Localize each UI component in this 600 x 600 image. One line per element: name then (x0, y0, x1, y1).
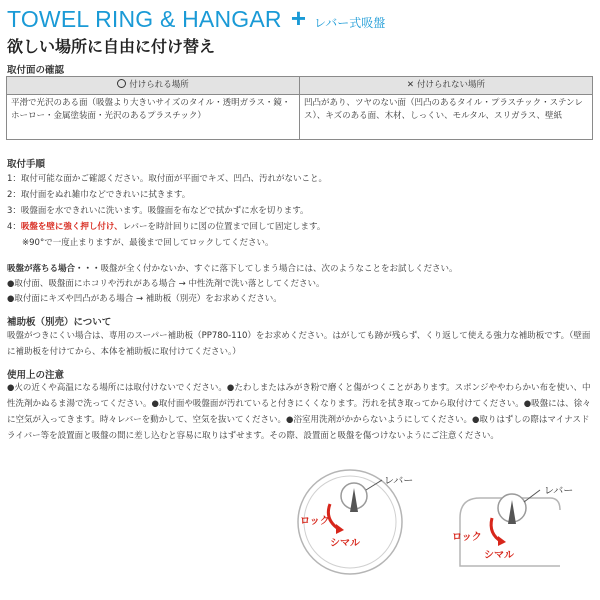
ok-header: 付けられる場所 (129, 80, 189, 90)
hanger-arrow-head-icon (498, 536, 506, 546)
circle-ok-icon (117, 79, 126, 88)
procedure-step-1: 1：取付可能な面かご確認ください。取付面が平面でキズ、凹凸、汚れがないこと。 (7, 174, 327, 184)
suction-item-1: ●取付面、吸盤面にホコリや汚れがある場合 → 中性洗剤で洗い落としてください。 (7, 279, 325, 289)
procedure-step-3: 3：吸盤面を水できれいに洗います。吸盤面を布などで拭かずに水を切ります。 (7, 206, 309, 216)
procedure-step-4-text: レバーを時計回りに図の位置まで回して固定します。 (122, 222, 326, 232)
procedure-note: ※90°で一度止まりますが、最後まで回してロックしてください。 (22, 238, 274, 248)
ring-tighten-label: シマル (330, 538, 360, 549)
suction-lead: 吸盤が落ちる場合・・・ (7, 264, 101, 274)
plus-icon: + (290, 3, 307, 33)
cautions-text: ●火の近くや高温になる場所には取付けないでください。●たわしまたはみがき粉で磨くと傷がつくことがあります。スポンジややわらかい布を使い、中性洗剤かぬるま湯で洗ってください。●取付面や吸盤面が汚れていると付きにくくなります。汚れを拭き取ってから取付けてください。●吸盤には、徐々に空気が入ってきます。時々レバーを動かして、空気を抜いてください。●浴室用洗剤がかからないようにしてください。●取りはずしの際はマイナスドライバー等を設置面と吸盤の間に差し込むと容易に取りはずせます。その際、設置面と吸盤を傷つけないようにご注意ください。 (7, 383, 591, 441)
aux-board-text: 吸盤がつきにくい場合は、専用のスーパー補助板（PP780-110）をお求めください。はがしても跡が残らず、くり返して使える強力な補助板です。（壁面に補助板を付けてから、本体を補助板に取付けてください。） (7, 331, 591, 357)
procedure-step-4-prefix: 4： (7, 222, 21, 232)
ng-header-cell (300, 77, 593, 95)
hanger-lock-label: ロック (452, 532, 482, 543)
suction-item-2: ●取付面にキズや凹凸がある場合 → 補助板（別売）をお求めください。 (7, 294, 282, 304)
ng-header: 付けられない場所 (417, 80, 486, 90)
mount-check-label: 取付面の確認 (7, 65, 65, 76)
ok-text: 平滑で光沢のある面（吸盤より大きいサイズのタイル・透明ガラス・鏡・ホーロー・金属塗装面・光沢のあるプラスチック） (7, 95, 300, 140)
hanger-lever-label: レバー (544, 486, 574, 497)
product-title: TOWEL RING & HANGAR (7, 6, 282, 32)
cross-ng-icon: ✕ (406, 80, 415, 90)
procedure-step-2: 2：取付面をぬれ雑巾などできれいに拭きます。 (7, 190, 191, 200)
ok-header-cell (7, 77, 300, 95)
mount-check-table (6, 76, 593, 140)
hanger-lever-leader (524, 490, 540, 502)
ring-lock-label: ロック (300, 516, 330, 527)
procedure-label: 取付手順 (7, 159, 46, 170)
suction-intro (7, 262, 458, 274)
procedure-step-4-warning: 吸盤を壁に強く押し付け、 (20, 222, 123, 232)
arrow-head-icon (336, 524, 344, 534)
cautions-label: 使用上の注意 (7, 370, 65, 381)
hanger-tighten-label: シマル (484, 550, 514, 561)
ng-text: 凹凸があり、ツヤのない面（凹凸のあるタイル・プラスチック・ステンレス）、キズのある面、木材、しっくい、モルタル、スリガラス、壁紙 (300, 95, 593, 140)
suction-text: 吸盤が全く付かないか、すぐに落下してしまう場合には、次のようなことをお試しください。 (100, 264, 458, 274)
lever-leader (366, 480, 382, 490)
procedure-step-4 (7, 220, 325, 232)
product-subtitle: レバー式吸盤 (314, 16, 386, 30)
ring-lever-label: レバー (384, 476, 414, 487)
hanger-diagram (440, 470, 600, 600)
aux-board-label: 補助板（別売）について (7, 317, 112, 328)
page-header (7, 3, 385, 34)
main-heading: 欲しい場所に自由に付け替え (7, 37, 216, 56)
towel-ring-diagram (270, 460, 440, 600)
